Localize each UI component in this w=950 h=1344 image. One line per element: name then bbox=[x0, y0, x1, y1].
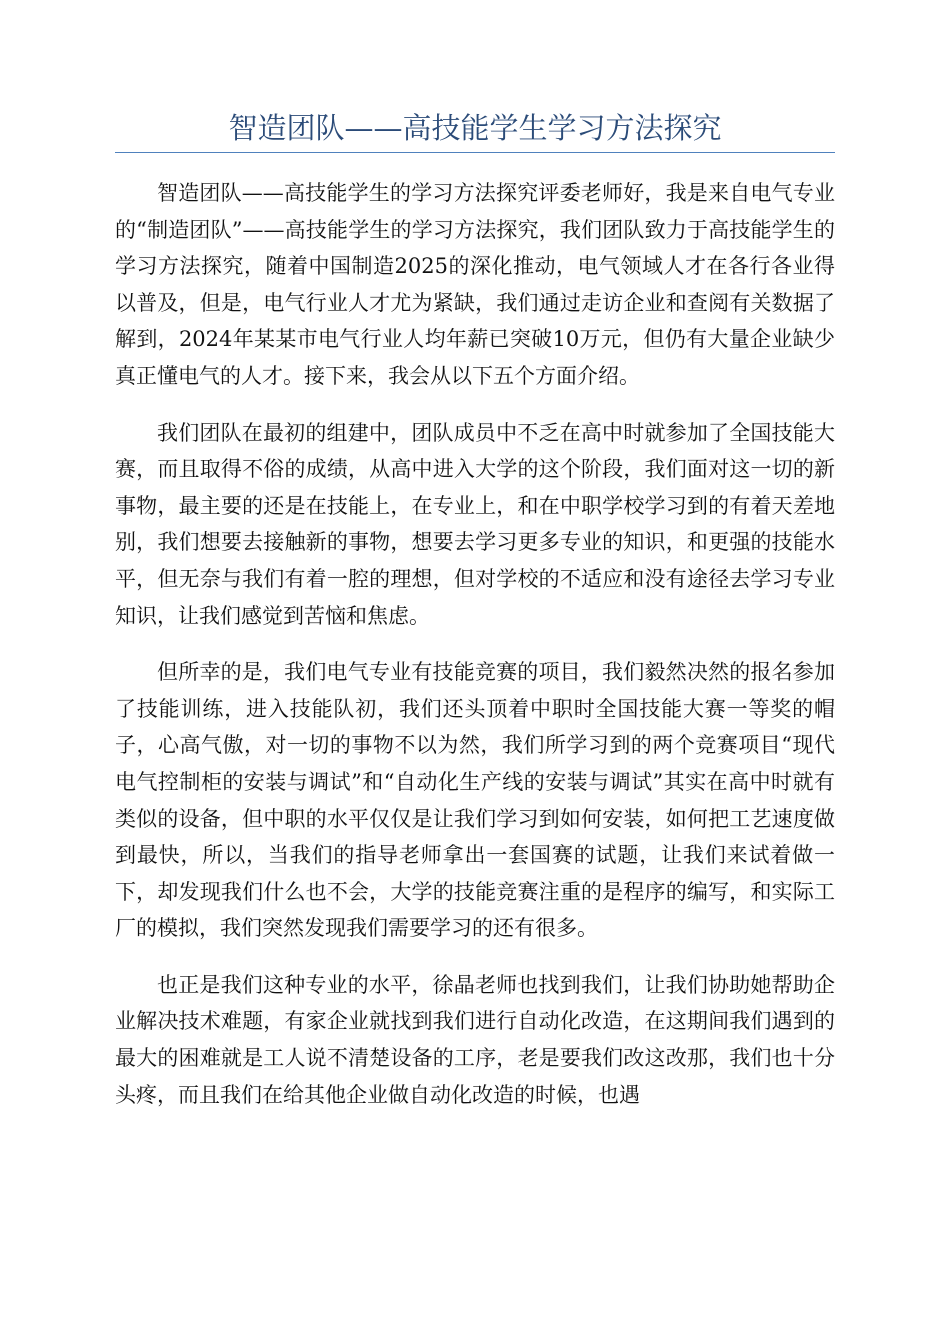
document-body bbox=[115, 175, 835, 1113]
paragraph-1: 智造团队——高技能学生的学习方法探究评委老师好，我是来自电气专业的“制造团队”——高技能学生的学习方法探究，我们团队致力于高技能学生的学习方法探究，随着中国制造2025的深化推动，电气领域人才在各行各业得以普及，但是，电气行业人才尤为紧缺，我们通过走访企业和查阅有关数据了解到，2024年某某市电气行业人均年薪已突破10万元，但仍有大量企业缺少真正懂电气的人才。接下来，我会从以下五个方面介绍。 bbox=[115, 181, 835, 388]
document-title: 智造团队——高技能学生学习方法探究 bbox=[115, 108, 835, 153]
document-page bbox=[115, 108, 835, 1133]
paragraph-3: 但所幸的是，我们电气专业有技能竞赛的项目，我们毅然决然的报名参加了技能训练，进入技能队初，我们还头顶着中职时全国技能大赛一等奖的帽子，心高气傲，对一切的事物不以为然，我们所学习到的两个竞赛项目“现代电气控制柜的安装与调试”和“自动化生产线的安装与调试”其实在高中时就有类似的设备，但中职的水平仅仅是让我们学习到如何安装，如何把工艺速度做到最快，所以，当我们的指导老师拿出一套国赛的试题，让我们来试着做一下，却发现我们什么也不会，大学的技能竞赛注重的是程序的编写，和实际工厂的模拟，我们突然发现我们需要学习的还有很多。 bbox=[115, 660, 835, 941]
paragraph-2: 我们团队在最初的组建中，团队成员中不乏在高中时就参加了全国技能大赛，而且取得不俗的成绩，从高中进入大学的这个阶段，我们面对这一切的新事物，最主要的还是在技能上，在专业上，和在中职学校学习到的有着天差地别，我们想要去接触新的事物，想要去学习更多专业的知识，和更强的技能水平，但无奈与我们有着一腔的理想，但对学校的不适应和没有途径去学习专业知识，让我们感觉到苦恼和焦虑。 bbox=[115, 420, 835, 628]
paragraph-4: 也正是我们这种专业的水平，徐晶老师也找到我们，让我们协助她帮助企业解决技术难题，有家企业就找到我们进行自动化改造，在这期间我们遇到的最大的困难就是工人说不清楚设备的工序，老是要我们改这改那，我们也十分头疼，而且我们在给其他企业做自动化改造的时候，也遇 bbox=[115, 972, 835, 1107]
